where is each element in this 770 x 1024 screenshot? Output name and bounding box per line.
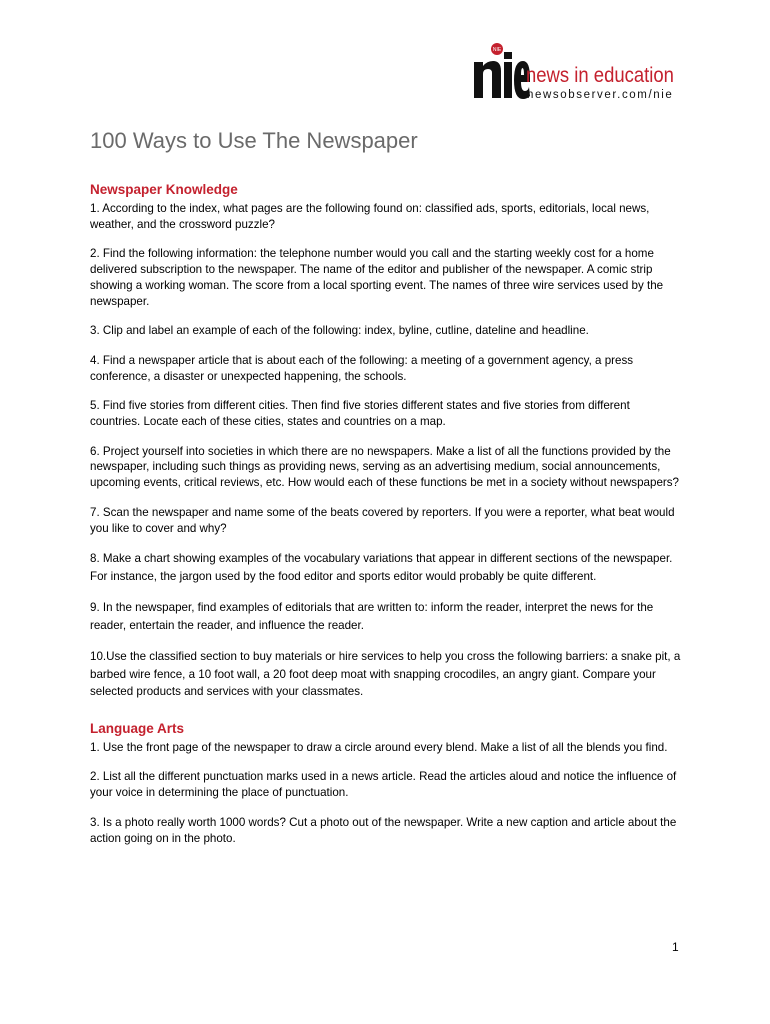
list-item: 7. Scan the newspaper and name some of the beats covered by reporters. If you were a reporter, what beat would you like to cover and why?	[90, 505, 675, 535]
svg-text:NIE: NIE	[492, 47, 502, 53]
section-newspaper-knowledge	[90, 182, 682, 701]
logo-url: newsobserver.com/nie	[527, 89, 674, 101]
list-item: 1. According to the index, what pages are the following found on: classified ads, sports, editorials, local news, weather, and the crossword puzzle?	[90, 202, 650, 231]
page-title: 100 Ways to Use The Newspaper	[90, 128, 418, 153]
list-item: 10.Use the classified section to buy materials or hire services to help you cross the following barriers: a snake pit, a barbed wire fence, a 10 foot wall, a 20 foot deep moat with snapping crocodiles, an angry giant. Compare your selected products and services with your classmates.	[90, 650, 681, 699]
page-number: 1	[672, 940, 679, 954]
section-heading: Newspaper Knowledge	[90, 182, 238, 197]
list-item: 2. Find the following information: the telephone number would you call and the starting weekly cost for a home delivered subscription to the newspaper. The name of the editor and publisher of the newspaper. A comic strip showing a working woman. The score from a local sporting event. The names of three wire services used by the newspaper.	[90, 247, 664, 308]
list-item: 1. Use the front page of the newspaper to draw a circle around every blend. Make a list of all the blends you find.	[90, 740, 668, 754]
logo-tagline: news in education	[526, 64, 674, 87]
list-item: 8. Make a chart showing examples of the vocabulary variations that appear in different sections of the newspaper. For instance, the jargon used by the food editor and sports editor would probably be quite different.	[90, 552, 673, 583]
document-body	[90, 182, 682, 860]
list-item: 5. Find five stories from different cities. Then find five stories different states and five stories from different countries. Locate each of these cities, states and countries on a map.	[90, 399, 630, 429]
list-item: 6. Project yourself into societies in which there are no newspapers. Make a list of all the functions provided by the newspaper, including such things as providing news, serving as an advertising medium, social announcements, upcoming events, critical reviews, etc. How would each of these functions be met in a society without newspapers?	[90, 444, 679, 490]
list-item: 3. Is a photo really worth 1000 words? Cut a photo out of the newspaper. Write a new caption and article about the action going on in the photo.	[90, 815, 677, 845]
list-item: 2. List all the different punctuation marks used in a news article. Read the articles aloud and notice the influence of your voice in determining the place of punctuation.	[90, 770, 677, 800]
list-item: 9. In the newspaper, find examples of editorials that are written to: inform the reader, interpret the news for the reader, entertain the reader, and influence the reader.	[90, 601, 654, 632]
list-item: 4. Find a newspaper article that is about each of the following: a meeting of a government agency, a press conference, a disaster or unexpected happening, the schools.	[90, 353, 634, 383]
list-item: 3. Clip and label an example of each of the following: index, byline, cutline, dateline and headline.	[90, 324, 589, 338]
section-heading: Language Arts	[90, 720, 185, 736]
nie-logo	[470, 40, 680, 102]
nie-logo-mark	[470, 40, 530, 102]
section-language-arts	[90, 721, 682, 847]
